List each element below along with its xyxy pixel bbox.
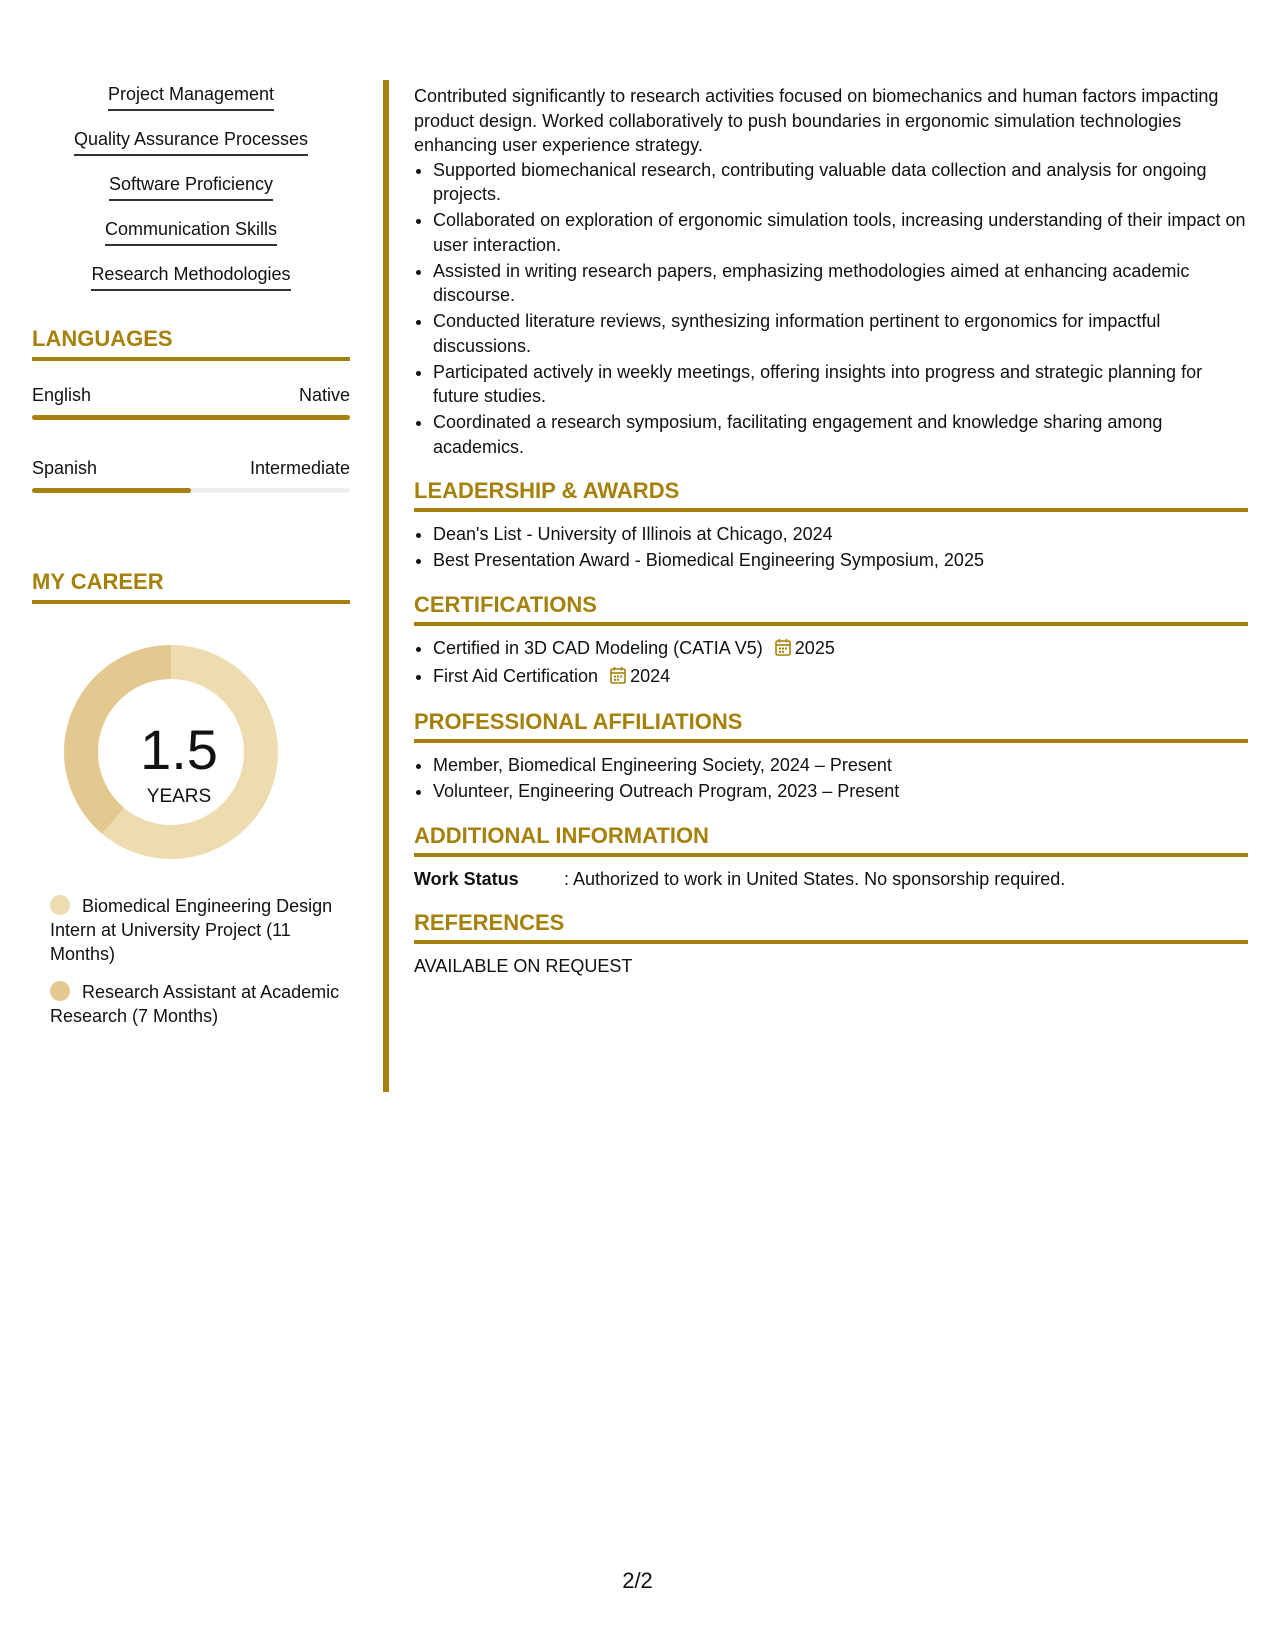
affiliation-item: • Volunteer, Engineering Outreach Program, 2023 – Present [433,779,1248,804]
right-column [414,84,1248,979]
references-text: AVAILABLE ON REQUEST [414,956,633,976]
leadership-list [414,522,1248,573]
skill-item [32,82,350,112]
certification-year: 2024 [630,665,671,686]
left-column [32,82,350,1042]
career-total-value: 1.5 [140,718,218,781]
leadership-heading: LEADERSHIP & AWARDS [414,477,1248,512]
certification-item [433,636,1248,663]
career-entry-label: Biomedical Engineering Design Intern at University Project (11 Months) [50,896,333,964]
page-number: 2/2 [622,1568,653,1593]
skill-item [32,127,350,157]
career-legend [32,894,350,1028]
language-proficiency-bar [32,415,350,420]
experience-summary: Contributed significantly to research activities focused on biomechanics and human factors impacting product design. Worked collaboratively to push boundaries in ergonomic simulation technologies enhancing user experience strategy. [414,86,1219,155]
language-proficiency-fill [32,415,350,420]
experience-bullet: • Supported biomechanical research, contributing valuable data collection and analysis for ongoing projects. [433,158,1248,207]
references-heading: REFERENCES [414,909,1248,944]
work-status-row [414,867,1248,892]
leadership-item: • Dean's List - University of Illinois at Chicago, 2024 [433,522,1248,547]
calendar-icon [775,638,791,663]
skills-list [32,82,350,292]
affiliations-heading: PROFESSIONAL AFFILIATIONS [414,708,1248,743]
certification-item [433,664,1248,691]
career-total-unit: YEARS [146,786,212,807]
career-entry-label: Research Assistant at Academic Research (7 Months) [50,982,340,1026]
column-divider [383,80,389,1092]
skill-tag: Software Proficiency [109,172,273,201]
skill-item [32,172,350,202]
work-status-label: Work Status [414,868,519,889]
leadership-item: • Best Presentation Award - Biomedical Engineering Symposium, 2025 [433,548,1248,573]
experience-bullet: • Conducted literature reviews, synthesizing information pertinent to ergonomics for impactful discussions. [433,309,1248,358]
certifications-list [414,636,1248,691]
experience-bullets [414,158,1248,460]
language-level: Native [298,385,350,405]
work-status-value: : Authorized to work in United States. No sponsorship required. [564,868,1066,889]
language-english [32,383,350,420]
language-level: Intermediate [249,458,350,478]
language-proficiency-bar [32,488,350,493]
languages-heading: LANGUAGES [32,325,350,361]
career-donut-chart [32,604,350,894]
experience-bullet: • Coordinated a research symposium, facilitating engagement and knowledge sharing among academics. [433,410,1248,459]
certification-year: 2025 [794,637,835,658]
legend-dot-icon [50,981,70,1001]
affiliation-item: • Member, Biomedical Engineering Society, 2024 – Present [433,753,1248,778]
experience-bullet: • Collaborated on exploration of ergonomic simulation tools, increasing understanding of their impact on user interaction. [433,208,1248,257]
experience-bullet: • Assisted in writing research papers, emphasizing methodologies aimed at enhancing academic discourse. [433,259,1248,308]
certification-name: Certified in 3D CAD Modeling (CATIA V5) [433,637,763,658]
skill-tag: Communication Skills [105,217,277,246]
career-chart [32,604,350,894]
certifications-heading: CERTIFICATIONS [414,591,1248,626]
skill-tag: Project Management [108,82,274,111]
language-name: English [32,385,92,405]
language-name: Spanish [32,458,98,478]
career-legend-item [50,980,350,1028]
additional-info-heading: ADDITIONAL INFORMATION [414,822,1248,857]
career-legend-item [50,894,350,966]
skill-item [32,217,350,247]
affiliations-list [414,753,1248,804]
career-heading: MY CAREER [32,568,350,604]
language-row [32,383,350,407]
skill-tag: Quality Assurance Processes [74,127,308,156]
legend-dot-icon [50,895,70,915]
language-proficiency-fill [32,488,191,493]
language-spanish [32,456,350,493]
skill-tag: Research Methodologies [91,262,290,291]
calendar-icon [610,666,626,691]
certification-name: First Aid Certification [433,665,599,686]
experience-bullet: • Participated actively in weekly meetings, offering insights into progress and strategic planning for future studies. [433,360,1248,409]
language-row [32,456,350,480]
skill-item [32,262,350,292]
